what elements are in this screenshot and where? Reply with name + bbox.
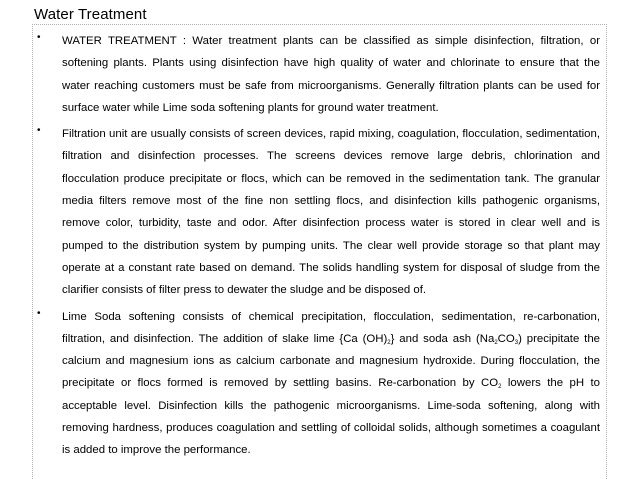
subscript: 2 — [387, 339, 391, 346]
text-run: Lime Soda softening consists of chemical precipitation, flocculation, sedimentation, re-carbonation, filtration, and disinfection. The addition of slake lime {Ca (OH) — [62, 310, 600, 345]
subscript: 2 — [494, 339, 498, 346]
bullet-item-filtration-unit — [0, 123, 638, 301]
frame-top-rule — [32, 24, 607, 25]
paragraph-water-treatment: WATER TREATMENT : Water treatment plants can be classified as simple disinfection, filtration, or softening plants. Plants using disinfection have high quality of water and chlorinate to ensure that the water reaching customers must be safe from microorganisms. Generally filtration plants can be used for surface water while Lime soda softening plants for ground water treatment. — [62, 35, 600, 114]
paragraph-filtration-unit: Filtration unit are usually consists of screen devices, rapid mixing, coagulation, flocculation, sedimentation, filtration and disinfection processes. The screens devices remove large debris, chlorination and flocculation produce precipitate or flocs, which can be removed in the sedimentation tank. The granular media filters remove most of the fine non settling flocs, and disinfection kills pathogenic organisms, remove color, turbidity, taste and odor. After disinfection process water is stored in clear well and is pumped to the distribution system by pumping units. The clear well provide storage so that plant may operate at a constant rate based on demand. The solids handling system for disposal of sludge from the clarifier consists of filter press to dewater the sludge and be disposed of. — [62, 128, 600, 297]
subscript: 3 — [514, 339, 519, 346]
paragraph-lime-soda — [62, 306, 600, 462]
text-run: CO — [497, 332, 515, 345]
bullet-icon: • — [37, 32, 41, 43]
bullet-item-lime-soda — [0, 306, 638, 462]
page-title: Water Treatment — [34, 6, 147, 23]
text-run: } and soda ash (Na — [390, 332, 495, 345]
bullet-item-water-treatment — [0, 30, 638, 119]
text-run: ) precipitate the calcium and magnesium ions as calcium carbonate and magnesium hydroxide. During flocculation, the precipitate or flocs formed is removed by settling basins. Re-carbonation by CO — [62, 332, 600, 390]
document-body — [0, 30, 638, 466]
bullet-icon: • — [37, 307, 41, 319]
subscript: 2 — [498, 384, 502, 391]
bullet-icon: • — [37, 125, 41, 137]
text-run: lowers the pH to acceptable level. Disinfection kills the pathogenic microorganisms. Lime-soda softening, along with removing hardness, produces coagulation and settling of colloidal solids, although sometimes a coagulant is added to improve the performance. — [62, 377, 601, 457]
